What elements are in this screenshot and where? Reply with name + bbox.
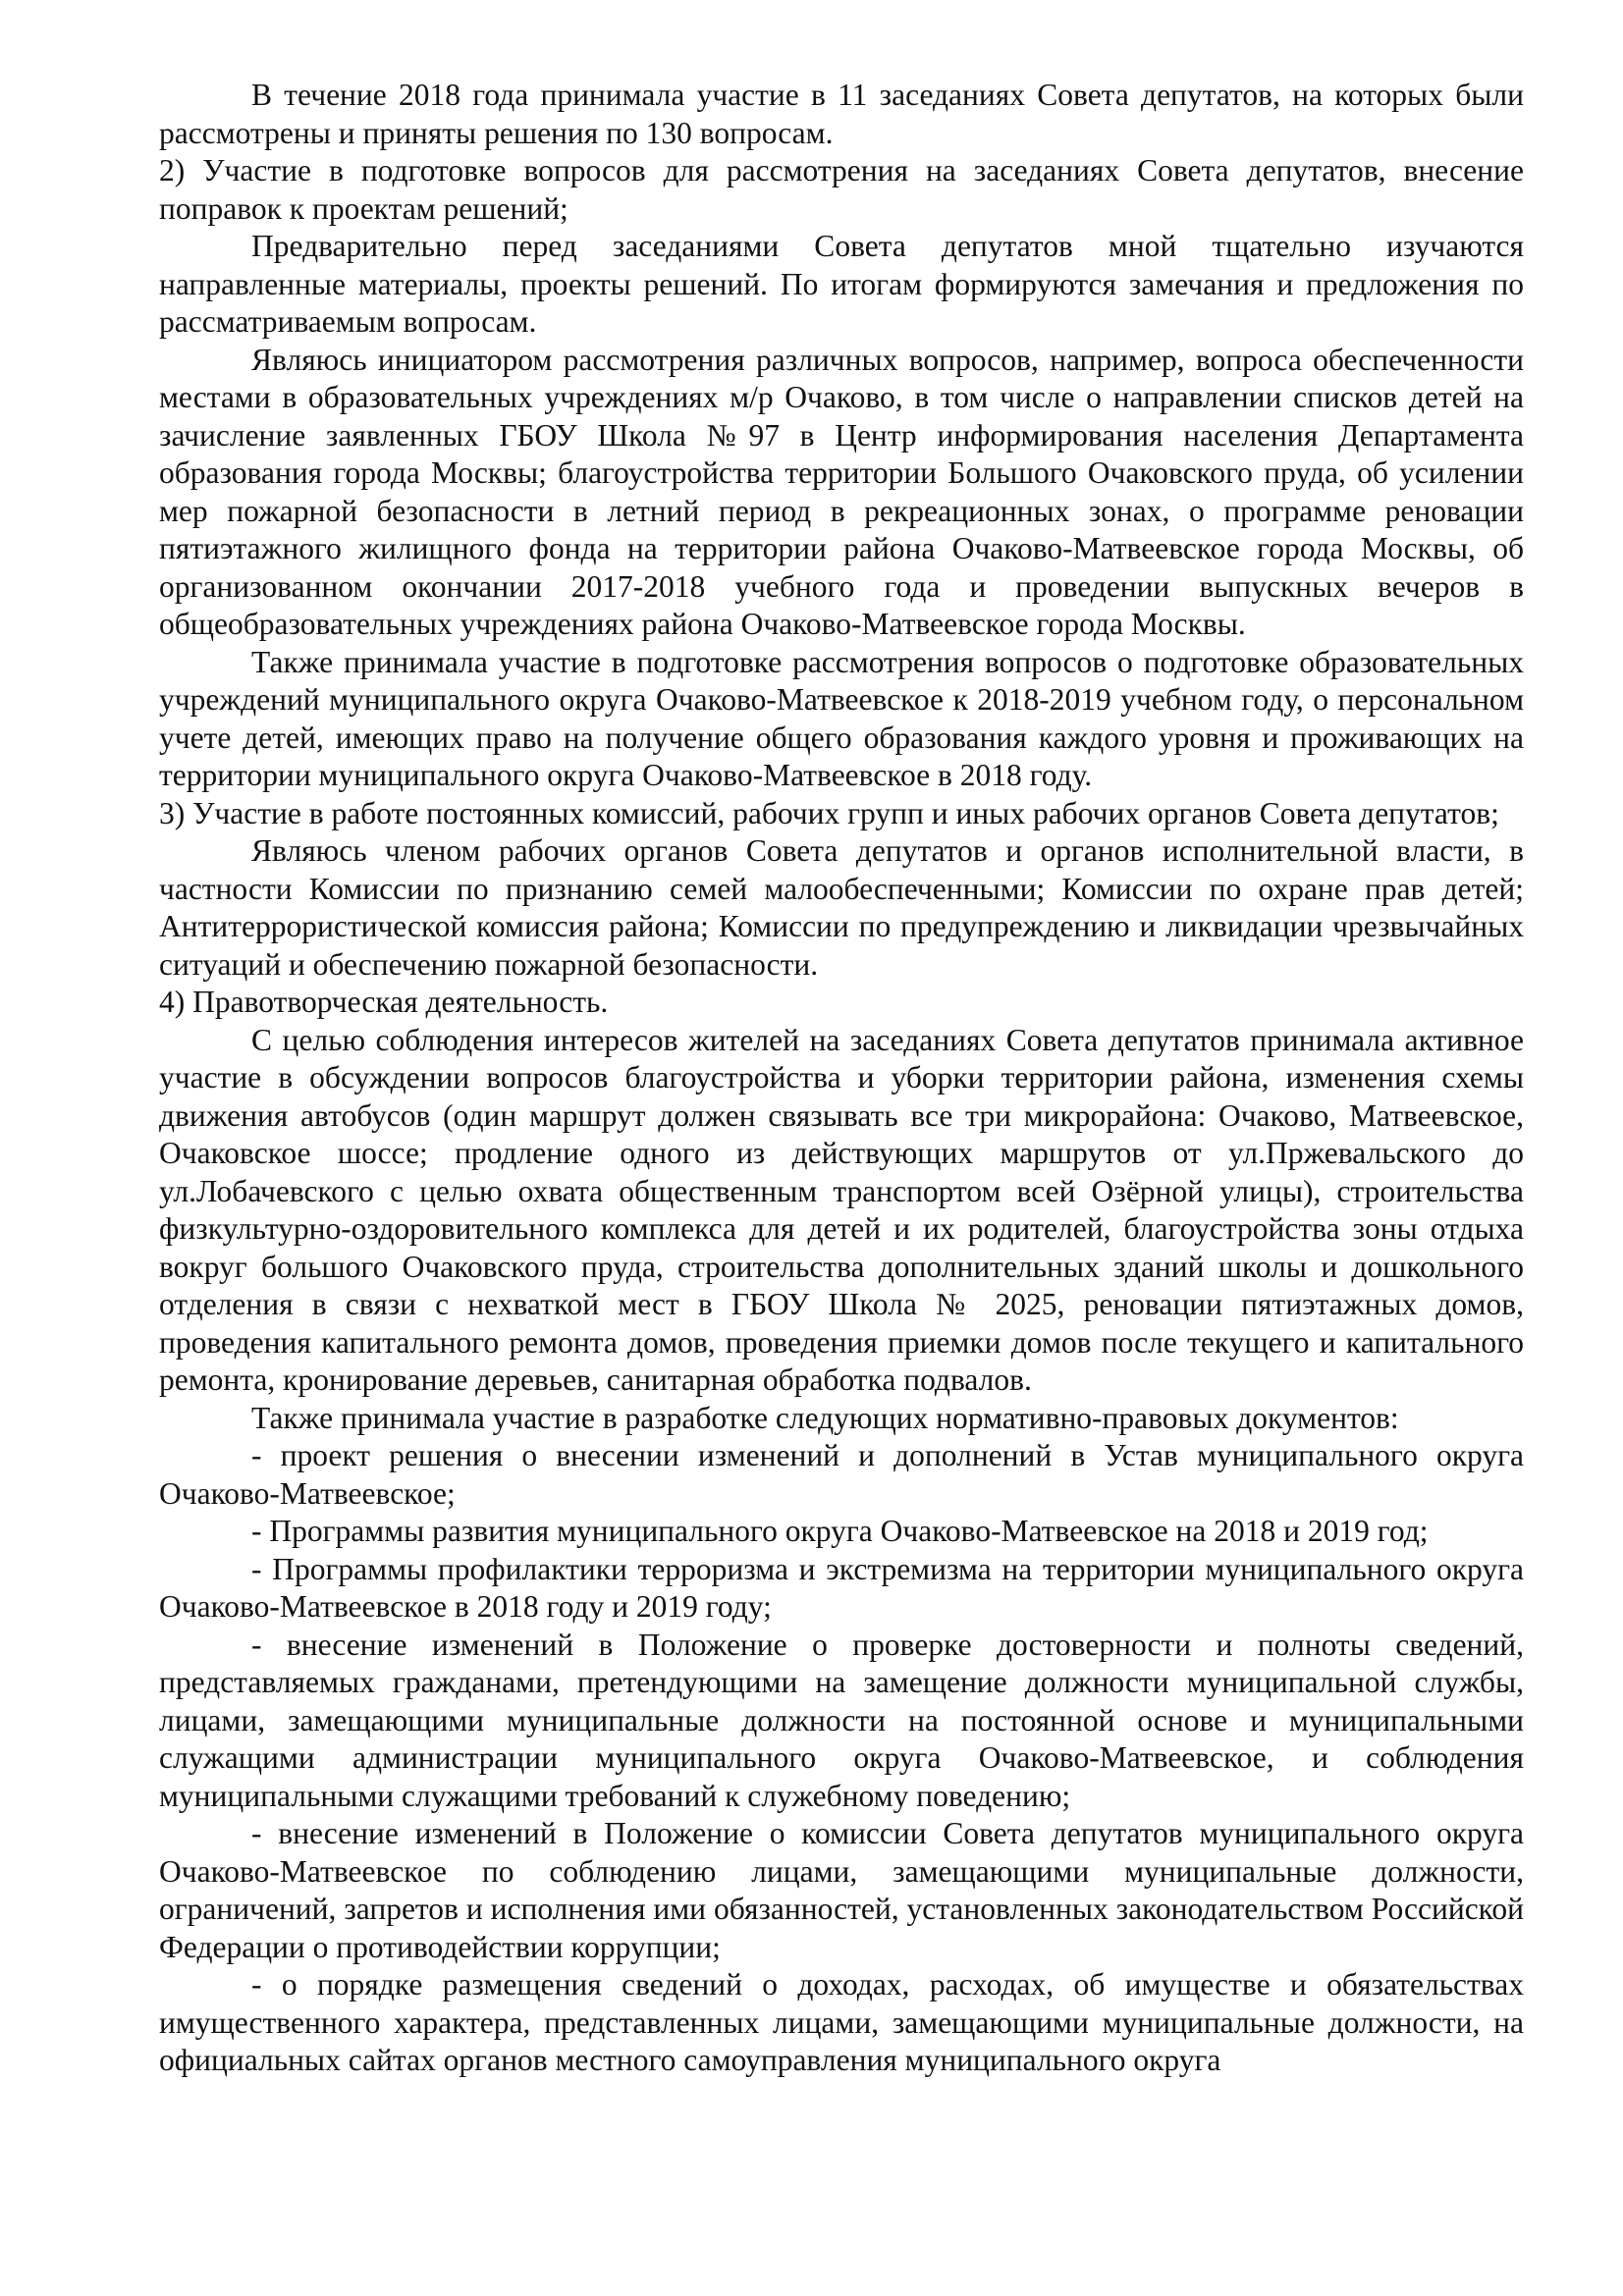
list-item-terrorism-prevention: - Программы профилактики терроризма и экстремизма на территории муниципального округа Очаково-Матвеевское в 2018 году и 2019 году; (159, 1551, 1524, 1624)
paragraph-commissions: Являюсь членом рабочих органов Совета депутатов и органов исполнительной власти, в частности Комиссии по признанию семей малообеспеченными; Комиссии по охране прав детей; Антитеррористической комиссия района; Комиссии по предупреждению и ликвидации чрезвычайных ситуаций и обеспечению пожарной безопасности. (159, 833, 1524, 982)
paragraph-residents-interests: С целью соблюдения интересов жителей на заседаниях Совета депутатов принимала активное участие в обсуждении вопросов благоустройства и уборки территории района, изменения схемы движения автобусов (один маршрут должен связывать все три микрорайона: Очаково, Матвеевское, Очаковское шоссе; продление одного из действующих маршрутов от ул.Пржевальского до ул.Лобачевского с целью охвата общественным транспортом всей Озёрной улицы), строительства физкультурно-оздоровительного комплекса для детей и их родителей, благоустройства зоны отдыха вокруг большого Очаковского пруда, строительства дополнительных зданий школы и дошкольного отделения в связи с нехваткой мест в ГБОУ Школа № 2025, реновации пятиэтажных домов, проведения капитального ремонта домов, проведения приемки домов после текущего и капитального ремонта, кронирование деревьев, санитарная обработка подвалов. (159, 1022, 1524, 1397)
paragraph-normative-docs-intro: Также принимала участие в разработке следующих нормативно-правовых документов: (251, 1400, 1399, 1435)
paragraph-initiatives: Являюсь инициатором рассмотрения различных вопросов, например, вопроса обеспеченности местами в образовательных учреждениях м/р Очаково, в том числе о направлении списков детей на зачисление заявленных ГБОУ Школа №97 в Центр информирования населения Департамента образования города Москвы; благоустройства территории Большого Очаковского пруда, об усилении мер пожарной безопасности в летний период в рекреационных зонах, о программе реновации пятиэтажного жилищного фонда на территории района Очаково-Матвеевское города Москвы, об организованном окончании 2017-2018 учебного года и проведении выпускных вечеров в общеобразовательных учреждениях района Очаково-Матвеевское города Москвы. (159, 342, 1524, 641)
section-heading-3: 3) Участие в работе постоянных комиссий, рабочих групп и иных рабочих органов Совета депутатов; (159, 795, 1499, 830)
section-heading-2: 2) Участие в подготовке вопросов для рассмотрения на заседаниях Совета депутатов, внесение поправок к проектам решений; (159, 153, 1524, 226)
list-item-income-disclosure: - о порядке размещения сведений о доходах, расходах, об имуществе и обязательствах имущественного характера, представленных лицами, замещающими муниципальные должности, на официальных сайтах органов местного самоуправления муниципального округа (159, 1967, 1524, 2077)
list-item-charter-amendments: - проект решения о внесении изменений и дополнений в Устав муниципального округа Очаково-Матвеевское; (159, 1438, 1524, 1511)
paragraph-materials-review: Предварительно перед заседаниями Совета депутатов мной тщательно изучаются направленные материалы, проекты решений. По итогам формируются замечания и предложения по рассматриваемым вопросам. (159, 229, 1524, 339)
document-page (159, 77, 1524, 2080)
list-item-anticorruption-commission: - внесение изменений в Положение о комиссии Совета депутатов муниципального округа Очаково-Матвеевское по соблюдению лицами, замещающими муниципальные должности, ограничений, запретов и исполнения ими обязанностей, установленных законодательством Российской Федерации о противодействии коррупции; (159, 1816, 1524, 1964)
paragraph-education-preparation: Также принимала участие в подготовке рассмотрения вопросов о подготовке образовательных учреждений муниципального округа Очаково-Матвеевское к 2018-2019 учебном году, о персональном учете детей, имеющих право на получение общего образования каждого уровня и проживающих на территории муниципального округа Очаково-Матвеевское в 2018 году. (159, 644, 1524, 792)
paragraph-council-meetings: В течение 2018 года принимала участие в 11 заседаниях Совета депутатов, на которых были рассмотрены и приняты решения по 130 вопросам. (159, 78, 1524, 150)
section-heading-4: 4) Правотворческая деятельность. (159, 985, 609, 1019)
list-item-verification-regulation: - внесение изменений в Положение о проверке достоверности и полноты сведений, представляемых гражданами, претендующими на замещение должности муниципальной службы, лицами, замещающими муниципальные должности на постоянной основе и муниципальными служащими администрации муниципального округа Очаково-Матвеевское, и соблюдения муниципальными служащими требований к служебному поведению; (159, 1627, 1524, 1813)
list-item-development-program: - Программы развития муниципального округа Очаково-Матвеевское на 2018 и 2019 год; (251, 1514, 1429, 1548)
